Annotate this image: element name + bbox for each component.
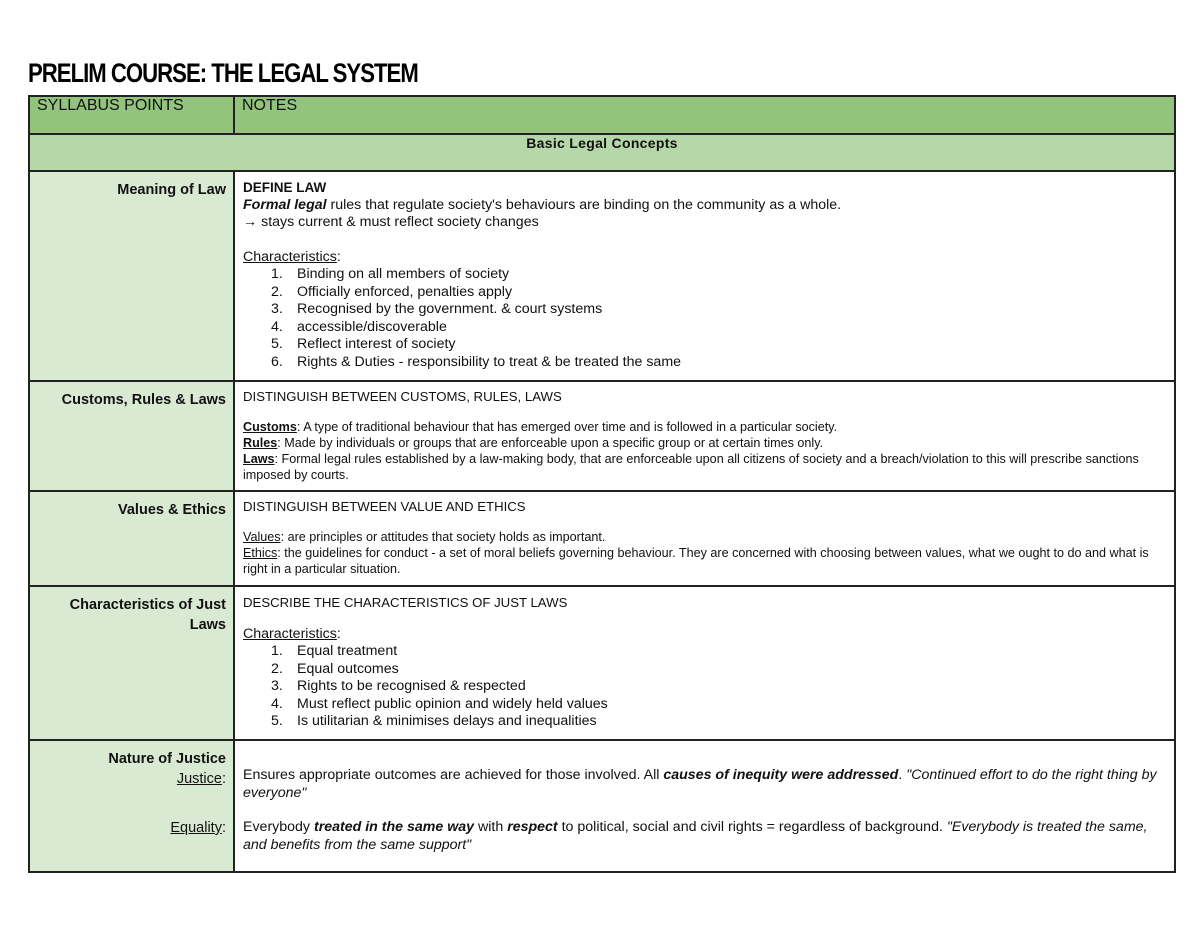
table-row (29, 586, 1175, 740)
list-item (271, 643, 1166, 661)
list-text: Equal outcomes (297, 660, 399, 677)
list-number: 2. (271, 283, 283, 300)
notes-just-laws (234, 586, 1175, 740)
list-number: 3. (271, 678, 283, 694)
notes-customs (234, 381, 1175, 491)
list-number: 1. (271, 266, 283, 282)
row-label-justice (29, 740, 234, 872)
list-number: 1. (271, 643, 283, 659)
table-row (29, 381, 1175, 491)
notes-heading: DISTINGUISH BETWEEN VALUE AND ETHICS (243, 499, 526, 514)
table-row (29, 491, 1175, 586)
list-item (271, 661, 1166, 679)
table-header-row (29, 96, 1175, 134)
characteristics-label: Characteristics: (243, 248, 341, 265)
list-item (271, 284, 1166, 302)
notes-heading: DESCRIBE THE CHARACTERISTICS OF JUST LAWS (243, 595, 568, 610)
characteristics-list (243, 266, 1166, 371)
justice-heading: Nature of Justice (108, 751, 226, 767)
list-number: 3. (271, 301, 283, 317)
row-label-just-laws: Characteristics of Just Laws (29, 586, 234, 740)
notes-heading: DEFINE LAW (243, 180, 327, 195)
list-item (271, 354, 1166, 372)
row-label-meaning-of-law: Meaning of Law (29, 171, 234, 381)
page-title: PRELIM COURSE: THE LEGAL SYSTEM (28, 58, 418, 88)
section-row (29, 134, 1175, 171)
list-text: Equal treatment (297, 643, 398, 659)
list-text: Recognised by the government. & court systems (297, 301, 603, 317)
list-number: 4. (271, 695, 283, 712)
characteristics-label: Characteristics: (243, 625, 341, 642)
list-item (271, 319, 1166, 337)
list-item (271, 336, 1166, 354)
ethics-definition: Ethics: the guidelines for conduct - a set of moral beliefs governing behaviour. They are concerned with choosing between values, what we ought to do and what is right in a particular situation. (243, 546, 1149, 576)
list-text: Must reflect public opinion and widely held values (297, 695, 608, 712)
list-text: Is utilitarian & minimises delays and inequalities (297, 713, 597, 729)
list-text: Binding on all members of society (297, 266, 510, 282)
list-item (271, 696, 1166, 714)
notes-justice (234, 740, 1175, 872)
row-label-customs: Customs, Rules & Laws (29, 381, 234, 491)
list-item (271, 678, 1166, 696)
laws-definition: Laws: Formal legal rules established by a law-making body, that are enforceable upon all citizens of society and a breach/violation to this will prescribe sanctions imposed by courts. (243, 452, 1139, 482)
justice-definition: Ensures appropriate outcomes are achieved for those involved. All causes of inequity were addressed. "Continued effort to do the right thing by everyone" (243, 767, 1157, 801)
table-row (29, 171, 1175, 381)
list-text: Reflect interest of society (297, 336, 456, 352)
customs-definition: Customs: A type of traditional behaviour that has emerged over time and is followed in a particular society. (243, 420, 838, 434)
list-text: Rights & Duties - responsibility to treat & be treated the same (297, 353, 682, 370)
list-number: 6. (271, 353, 283, 370)
section-title: Basic Legal Concepts (29, 134, 1175, 171)
table-row (29, 740, 1175, 872)
values-definition: Values: are principles or attitudes that society holds as important. (243, 530, 606, 544)
arrow-line: → stays current & must reflect society changes (243, 214, 539, 230)
notes-heading: DISTINGUISH BETWEEN CUSTOMS, RULES, LAWS (243, 389, 562, 404)
row-label-values: Values & Ethics (29, 491, 234, 586)
list-number: 2. (271, 660, 283, 677)
list-text: Officially enforced, penalties apply (297, 283, 513, 300)
characteristics-list (243, 643, 1166, 731)
list-item (271, 266, 1166, 284)
equality-sublabel: Equality: (170, 820, 226, 836)
list-item (271, 301, 1166, 319)
justice-sublabel: Justice: (176, 771, 226, 787)
list-item (271, 713, 1166, 731)
header-notes: NOTES (234, 96, 1175, 134)
header-syllabus-points: SYLLABUS POINTS (29, 96, 234, 134)
list-number: 4. (271, 318, 283, 335)
list-number: 5. (271, 713, 283, 729)
list-text: Rights to be recognised & respected (297, 678, 526, 694)
list-text: accessible/discoverable (297, 318, 447, 335)
notes-meaning-of-law (234, 171, 1175, 381)
syllabus-table (28, 95, 1176, 873)
definition-line: Formal legal rules that regulate society's behaviours are binding on the community as a whole. (243, 196, 842, 213)
equality-definition: Everybody treated in the same way with respect to political, social and civil rights = regardless of background. "Everybody is treated the same, and benefits from the same support" (243, 819, 1148, 853)
notes-values (234, 491, 1175, 586)
list-number: 5. (271, 336, 283, 352)
rules-definition: Rules: Made by individuals or groups that are enforceable upon a specific group or at certain times only. (243, 436, 824, 450)
